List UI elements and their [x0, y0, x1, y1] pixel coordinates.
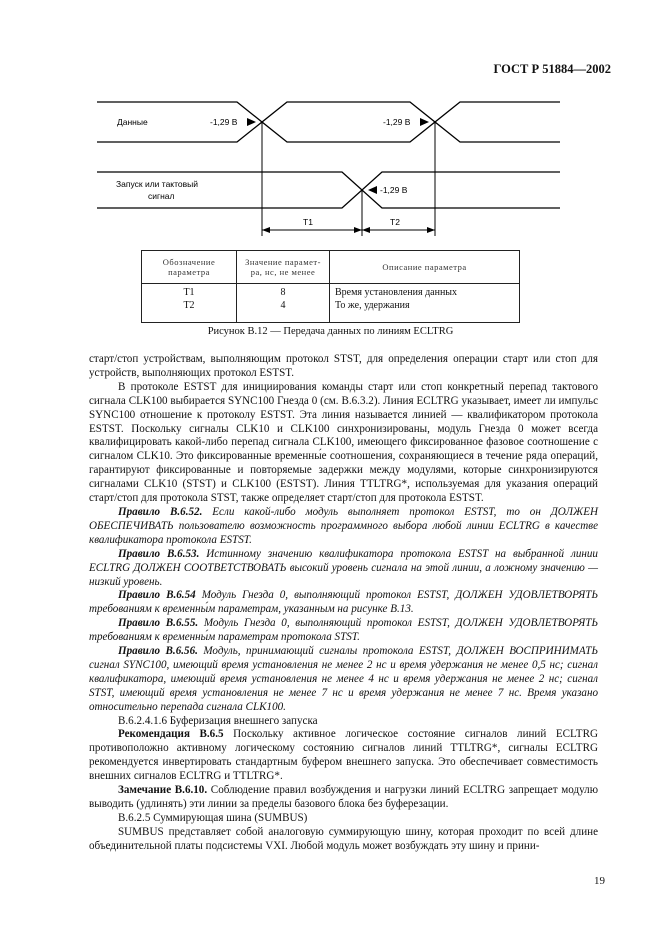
- table-header-row: [142, 251, 520, 284]
- arrow-t2-left: [362, 227, 370, 233]
- pointer-v1: [247, 118, 256, 126]
- rule-b-6-52: Правило В.6.52. Если какой-либо модуль выполняет протокол ESTST, то он ДОЛЖЕН ОБЕСПЕЧИВАТЬ пользователю возможность программного выбора любой линии ECLTRG в качестве квалификатора протокола ESTST.: [89, 505, 598, 546]
- figure-caption: Рисунок В.12 — Передача данных по линиям ECLTRG: [207, 326, 454, 337]
- trigger-signal-label-2: сигнал: [148, 191, 175, 201]
- header-name: Обозначение параметра: [142, 251, 237, 284]
- page-number: 19: [594, 875, 605, 887]
- pointer-v2: [420, 118, 429, 126]
- param-descriptions: Время установления данных То же, удержания: [330, 284, 520, 323]
- recommendation-b-6-5: Рекомендация В.6.5 Поскольку активное логическое состояние сигналов линий ECLTRG противоположно активному логическому состоянию сигналов линий TTLTRG*, сигналы ECLTRG рекомендуется инвертировать стандартным буфером внешнего запуска. Это обеспечивает совместимость внешних сигналов ECLTRG и TTLTRG*.: [89, 728, 598, 783]
- paragraph: В протоколе ESTST для инициирования команды старт или стоп конкретный перепад тактового сигнала CLK100 выбирается SYNC100 Гнезда 0 (см. В.6.3.2). Линия ECLTRG указывает, имеет ли импульс SYNC100 отношение к протоколу ESTST. Эта линия называется линией — квалификатором протокола ESTST. Поскольку сигналы CLK10 и CLK100 синхронизированы, модуль Гнезда 0 может всегда квалифицировать какой-либо перепад сигнала CLK100, имеющего фиксированное фазовое соотношение с сигналом CLK10. Это фиксированные временны́е соотношения, сохраняющиеся в течение ряда операций, гарантируют фиксированные и повторяемые задержки между модулями, которые синхронизируются сигналами CLK10 (STST) и CLK100 (ESTST). Линия TTLTRG*, используемая для указания операций старт/стоп для протокола STST, также определяет старт/стоп для протокола ESTST.: [89, 380, 598, 505]
- voltage-label-1: -1,29 В: [210, 117, 238, 127]
- rule-b-6-53: Правило В.6.53. Истинному значению квалификатора протокола ESTST на выбранной линии ECLTRG ДОЛЖЕН СООТВЕТСТВОВАТЬ высокий уровень сигнала на этой линии, а ложному значению — низкий уровень.: [89, 547, 598, 588]
- data-signal-waveform: [97, 102, 560, 122]
- section-heading: В.6.2.5 Суммирующая шина (SUMBUS): [118, 811, 308, 824]
- parameters-table: [141, 250, 520, 323]
- t2-label: T2: [390, 217, 400, 227]
- paragraph: старт/стоп устройствам, выполняющим протокол STST, для определения операции старт или стоп для устройств, выполняющих протокол ESTST.: [89, 353, 598, 379]
- pointer-v3: [368, 186, 377, 194]
- rule-b-6-55: Правило В.6.55. Модуль Гнезда 0, выполняющий протокол ESTST, ДОЛЖЕН УДОВЛЕТВОРЯТЬ требованиям к временны́м параметрам протокола STST.: [89, 617, 598, 644]
- trigger-signal-label-1: Запуск или тактовый: [116, 179, 199, 189]
- param-values: 8 4: [237, 284, 330, 323]
- table-row: [142, 284, 520, 323]
- note-b-6-10: Замечание В.6.10. Соблюдение правил возбуждения и нагрузки линий ECLTRG запрещает модулю выводить (удлинять) эти линии за пределы базового блока без буферезации.: [89, 784, 598, 810]
- rule-b-6-56: Правило В.6.56. Модуль, принимающий сигналы протокола ESTST, ДОЛЖЕН ВОСПРИНИМАТЬ сигнал SYNC100, имеющий время установления не менее 2 нс и время удержания не менее 0,5 нс; сигнал квалификатора, имеющий время установления не менее 4 нс и время удержания не менее 2 нс; сигнал STST, имеющий время установления не менее 7 нс и время удержания не менее 7 нс. Время указано относительно перепада сигнала CLK100.: [89, 645, 598, 713]
- voltage-label-3: -1,29 В: [380, 185, 408, 195]
- data-signal-label: Данные: [117, 117, 148, 127]
- voltage-label-2: -1,29 В: [383, 117, 411, 127]
- param-names: T1 T2: [142, 284, 237, 323]
- data-signal-waveform-low: [97, 122, 560, 142]
- t1-label: T1: [303, 217, 313, 227]
- header-description: Описание параметра: [330, 251, 520, 284]
- paragraph: SUMBUS представляет собой аналоговую суммирующую шину, которая проходит по всей длине объединительной платы подсистемы VXI. Любой модуль может возбуждать эту шину и прини-: [89, 825, 598, 852]
- trigger-signal-waveform-low: [97, 172, 560, 208]
- arrow-t1-left: [262, 227, 270, 233]
- arrow-t1-right: [354, 227, 362, 233]
- trigger-signal-waveform-high: [97, 172, 560, 208]
- section-heading: В.6.2.4.1.6 Буферизация внешнего запуска: [118, 714, 318, 727]
- timing-diagram: [0, 0, 661, 245]
- rule-b-6-54: Правило В.6.54 Модуль Гнезда 0, выполняющий протокол ESTST, ДОЛЖЕН УДОВЛЕТВОРЯТЬ требованиям к временны́м параметрам, указанным на рисунке В.13.: [89, 589, 598, 616]
- body-text: [89, 353, 598, 854]
- arrow-t2-right: [427, 227, 435, 233]
- document-code: ГОСТ Р 51884—2002: [493, 62, 611, 76]
- header-value: Значение парамет- ра, нс, не менее: [237, 251, 330, 284]
